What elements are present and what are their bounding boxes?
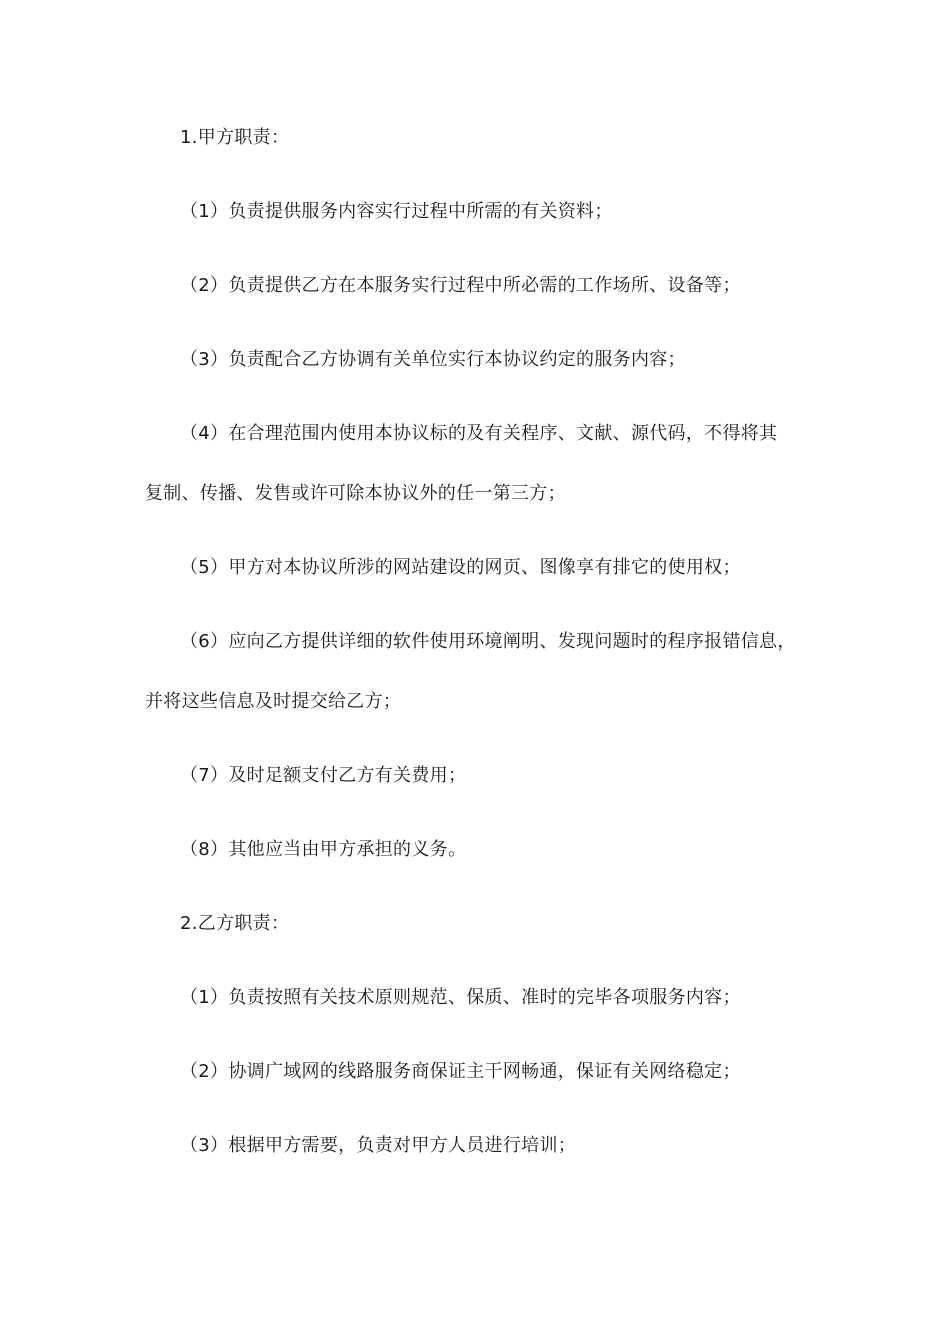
- section-1-item-6: （6）应向乙方提供详细的软件使用环境阐明、发现问题时的程序报错信息，: [180, 631, 796, 652]
- section-1-item-8: （8）其他应当由甲方承担的义务。: [180, 839, 467, 860]
- section-1-item-7: （7）及时足额支付乙方有关费用；: [180, 765, 467, 786]
- section-1-item-2: （2）负责提供乙方在本服务实行过程中所必需的工作场所、设备等；: [180, 275, 741, 296]
- section-2-item-3: （3）根据甲方需要，负责对甲方人员进行培训；: [180, 1135, 577, 1156]
- section-1-item-4: （4）在合理范围内使用本协议标的及有关程序、文献、源代码，不得将其: [180, 423, 778, 444]
- section-1-item-1: （1）负责提供服务内容实行过程中所需的有关资料；: [180, 201, 613, 222]
- section-2-item-1: （1）负责按照有关技术原则规范、保质、准时的完毕各项服务内容；: [180, 987, 741, 1008]
- section-2-item-2: （2）协调广域网的线路服务商保证主干网畅通，保证有关网络稳定；: [180, 1061, 741, 1082]
- section-1-heading: 1.甲方职责：: [180, 127, 290, 148]
- section-1-item-6-continuation: 并将这些信息及时提交给乙方；: [145, 691, 402, 712]
- section-2-heading: 2.乙方职责：: [180, 913, 290, 934]
- section-1-item-4-continuation: 复制、传播、发售或许可除本协议外的任一第三方；: [145, 483, 566, 504]
- section-1-item-3: （3）负责配合乙方协调有关单位实行本协议约定的服务内容；: [180, 349, 686, 370]
- section-1-item-5: （5）甲方对本协议所涉的网站建设的网页、图像享有排它的使用权；: [180, 557, 741, 578]
